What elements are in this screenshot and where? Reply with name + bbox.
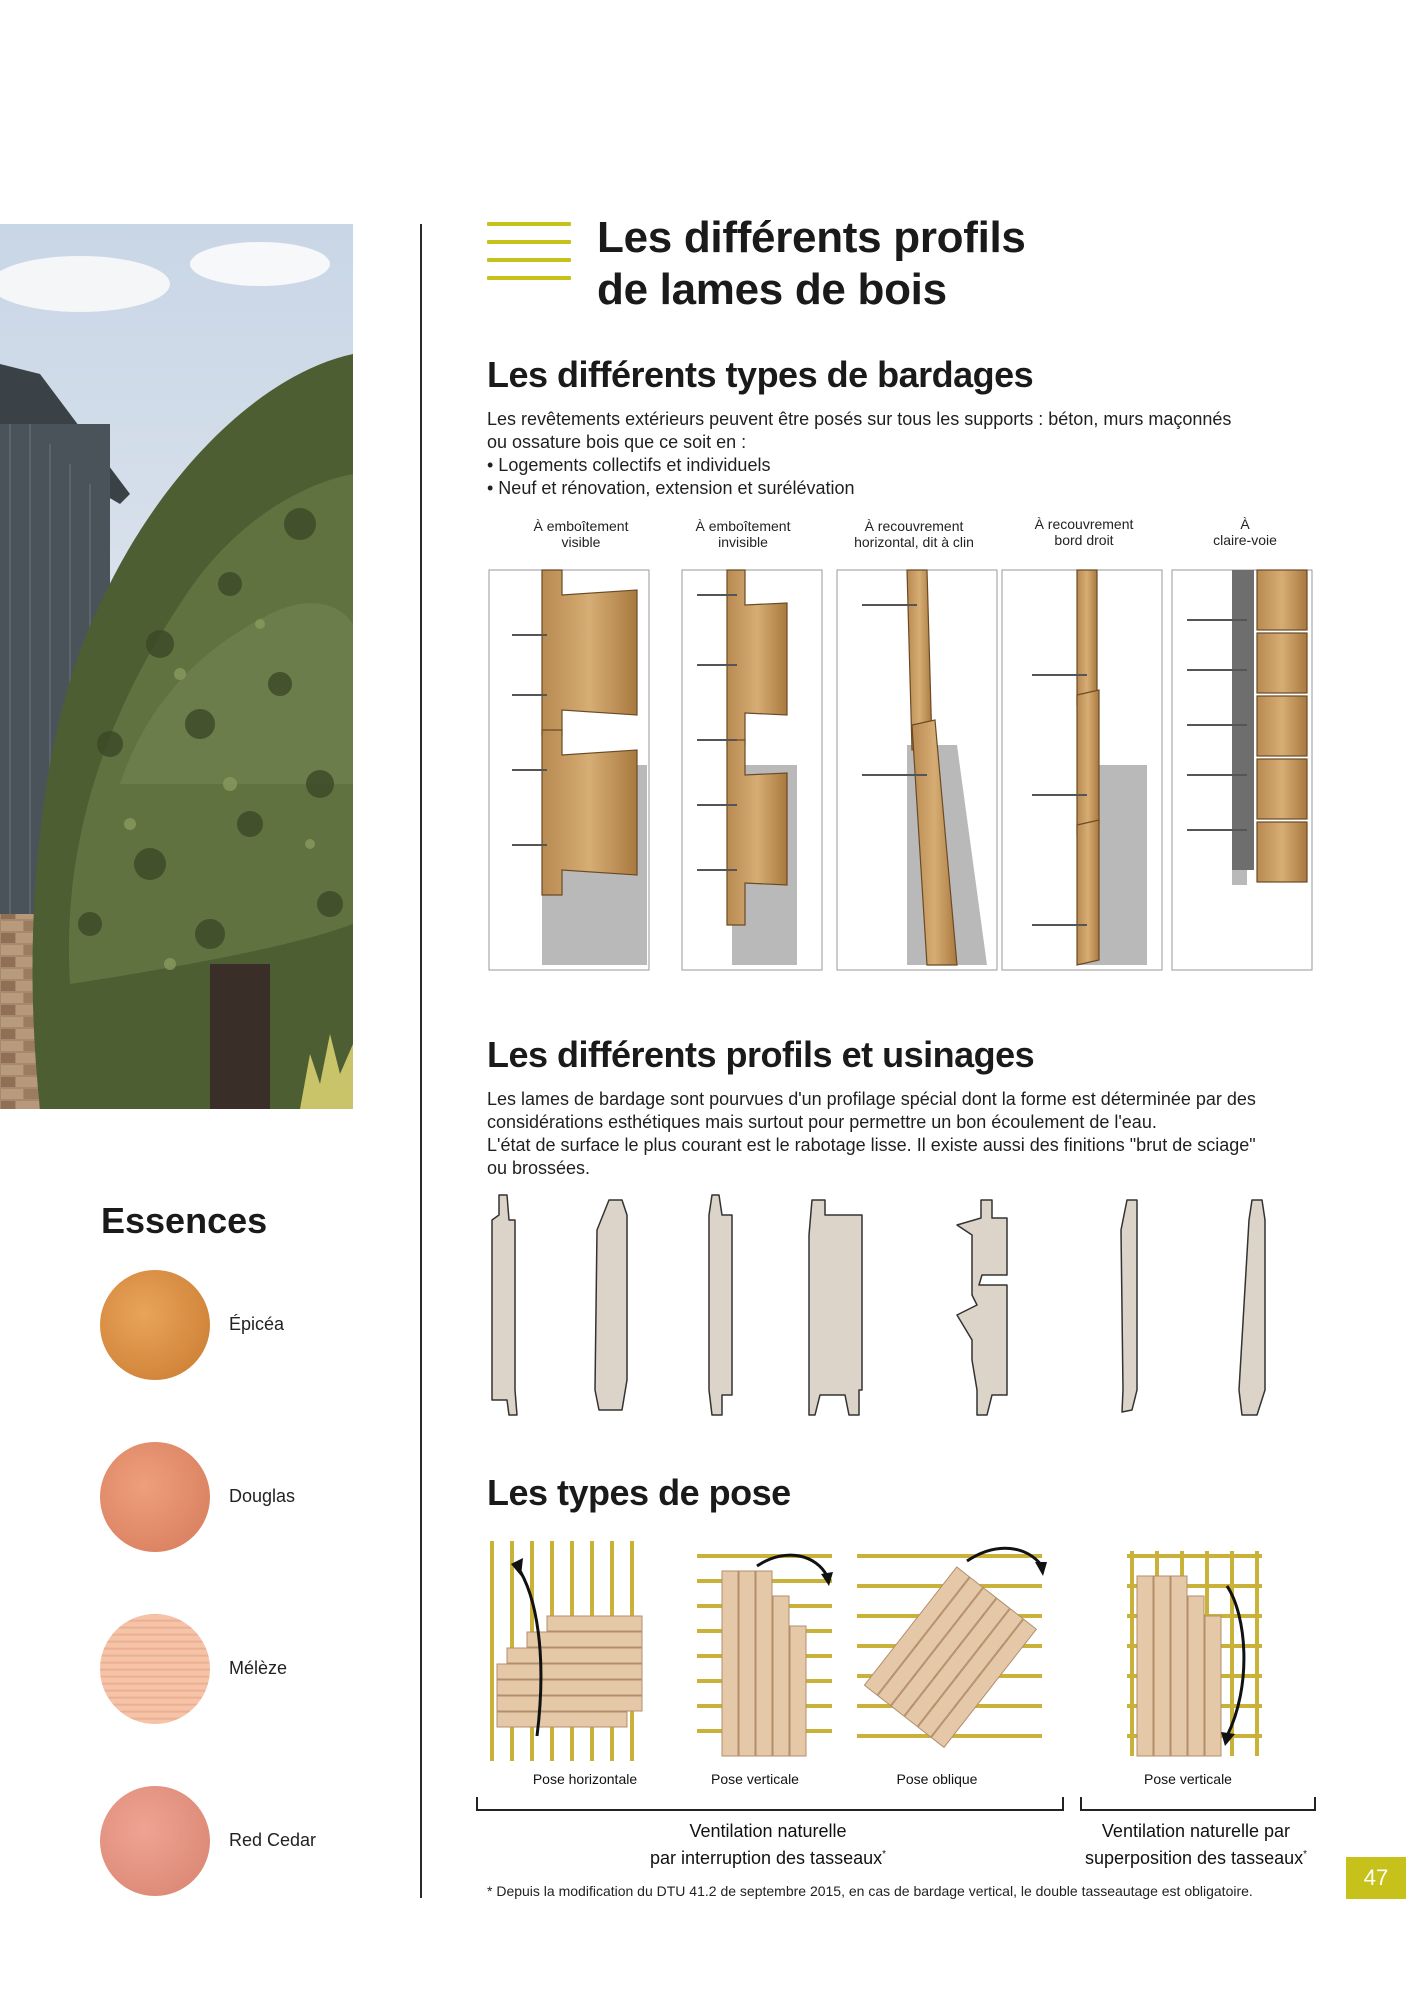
bardage-type-label: À claire-voie [1213, 516, 1277, 548]
bardage-type-label: À recouvrement bord droit [1034, 516, 1134, 548]
bardage-type-label: À recouvrement horizontal, dit à clin [854, 518, 974, 550]
profils-paragraph: Les lames de bardage sont pourvues d'un profilage spécial dont la forme est déterminée par des considérations esthétiques mais surtout pour permettre un bon écoulement de l'eau. L'état de surface le plus courant est le rabotage lisse. Il existe aussi des finitions "brut de sciage" ou brossées. [487, 1089, 1256, 1178]
profils-heading: Les différents profils et usinages [487, 1034, 1035, 1075]
bardage-types-illustration [487, 565, 1317, 980]
vertical-divider [420, 224, 422, 1898]
ventilation-note-1: Ventilation naturelle par interruption des tasseaux* [649, 1821, 887, 1868]
pose-label: Pose verticale [1144, 1771, 1232, 1787]
pose-heading: Les types de pose [487, 1472, 791, 1513]
pose-illustrations [487, 1536, 1277, 1771]
essence-item: Épicéa [100, 1270, 400, 1390]
red-cedar-swatch-icon [100, 1786, 210, 1896]
bardage-type-label: À emboîtement visible [533, 518, 629, 550]
pose-label: Pose horizontale [532, 1771, 638, 1787]
meleze-swatch-icon [100, 1614, 210, 1724]
douglas-swatch-icon [100, 1442, 210, 1552]
bardages-heading: Les différents types de bardages [487, 354, 1034, 395]
pose-label: Pose oblique [896, 1771, 978, 1787]
profiles-illustration [487, 1190, 1287, 1425]
bracket-group-1 [476, 1797, 1064, 1811]
pose-label: Pose verticale [711, 1771, 799, 1787]
essence-item: Douglas [100, 1442, 400, 1562]
bracket-group-2 [1080, 1797, 1316, 1811]
bardages-intro: Les revêtements extérieurs peuvent être posés sur tous les supports : béton, murs maçonnés ou ossature bois que ce soit en : • Logements collectifs et individuels • Neuf et rénovation, extension et surélévation [487, 409, 1232, 498]
bardage-type-label: À emboîtement invisible [695, 518, 791, 550]
epicea-swatch-icon [100, 1270, 210, 1380]
essence-item: Red Cedar [100, 1786, 400, 1906]
essence-item: Mélèze [100, 1614, 400, 1734]
ventilation-note-2: Ventilation naturelle par superposition des tasseaux* [1084, 1821, 1308, 1868]
page-title: Les différents profils de lames de bois [597, 213, 1026, 314]
essences-heading: Essences [101, 1200, 268, 1241]
house-photo [0, 224, 353, 1109]
footnote: * Depuis la modification du DTU 41.2 de septembre 2015, en cas de bardage vertical, le double tasseautage est obligatoire. [487, 1883, 1253, 1899]
page-number: 47 [1346, 1857, 1406, 1899]
title-decoration-icon [487, 222, 571, 294]
